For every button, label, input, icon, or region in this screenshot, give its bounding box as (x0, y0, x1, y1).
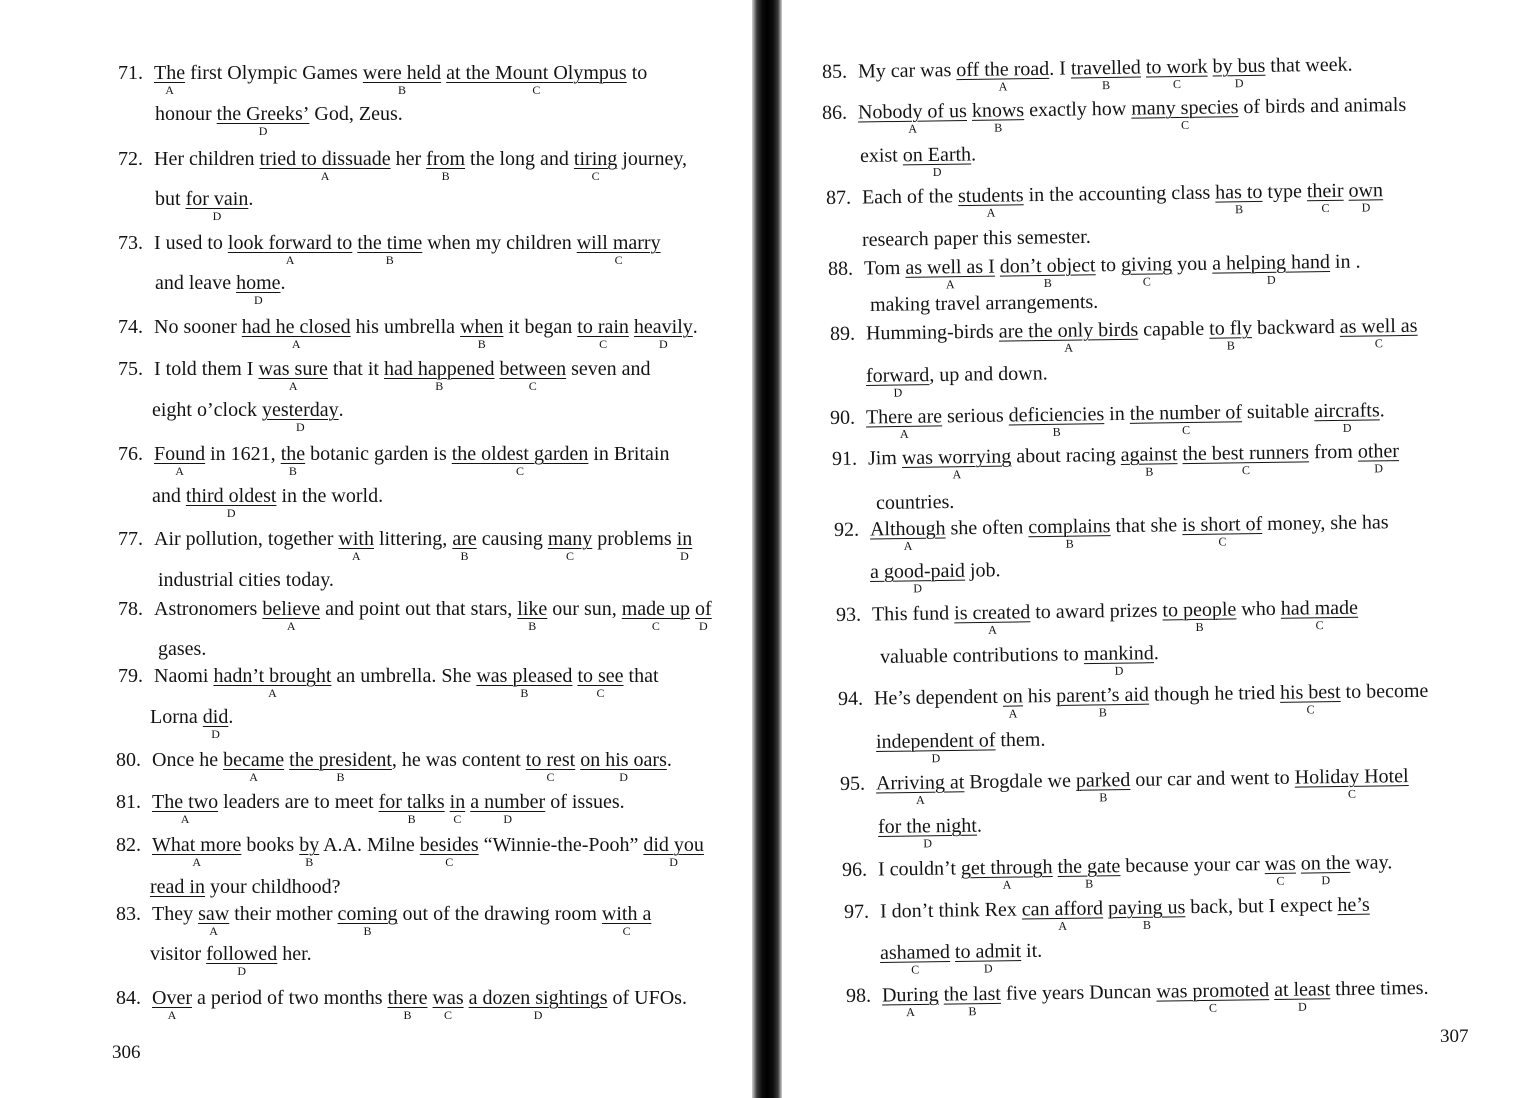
question-84: 84. Over A a period of two months there B was C a dozen sightings D of UFOs. (116, 987, 687, 1022)
question-94: 94. He’s dependent on A his parent’s aid B though he tried his best C to become (837, 679, 1429, 721)
question-72: 72. Her children tried to dissuade A her from B the long and tiring C journey, (118, 148, 688, 183)
page-number-left: 306 (112, 1042, 141, 1063)
question-81: 81. The two A leaders are to meet for talks B in C a number D of issues. (116, 791, 625, 826)
question-95: 95. Arriving at A Brogdale we parked B our car and went to Holiday Hotel C (839, 765, 1409, 807)
question-76: 76. Found A in 1621, the B botanic garden is the oldest garden C in Britain (118, 443, 670, 478)
question-89: 89. Humming-birds are the only birds A capable to fly B backward as well as C (829, 314, 1418, 355)
question-98: 98. During A the last B five years Duncan was promoted C at least D three times. (845, 976, 1429, 1020)
question-75: 75. I told them I was sure A that it had happened B between C seven and (118, 358, 651, 393)
question-91: 91. Jim was worrying A about racing against B the best runners C from other D (831, 440, 1400, 482)
question-85: 85. My car was off the road A . I travelled B to work C by bus D that week. (821, 53, 1353, 94)
book-spine (752, 0, 782, 1098)
question-97: 97. I don’t think Rex can afford A paying us B back, but I expect he’s (843, 893, 1370, 934)
question-74: 74. No sooner had he closed A his umbrella when B it began to rain C heavily D . (118, 316, 698, 351)
question-80: 80. Once he became A the president B , he was content to rest C on his oars D . (116, 749, 672, 784)
question-88: 88. Tom as well as I A don’t object B to giving C you a helping hand D in . (827, 250, 1361, 292)
question-87: 87. Each of the students A in the accounting class has to B type their C own D (825, 179, 1384, 220)
question-83: 83. They saw A their mother coming B out of the drawing room with a C (116, 903, 652, 938)
left-page: 71. The A first Olympic Games were held B at the Mount Olympus C to honour the Greeks’ D God, Zeus. 72. Her children tried to dissuade A her from B the long and tiring C journey, but for vain D . 73. I used to look forward to A the time B when my children will marry C and leave home D . 74. No sooner had he closed A his umbrella when B it began to rain C heavily D . 75. I told them I was sure A that it had happened B between C seven and eight o’clock yesterday D . 76. Found A in 1621, the B botanic garden is the oldest garden C in Britain and third oldest D in the world. 77. Air pollution, together with A littering, are B causing many C problems in D industrial cities today. 78. Astronomers believe A and point out that stars, like B our sun, made up C of D gases. 79. Naomi hadn’t brought A an umbrella. She was pleased B to see C that Lorna did D . 80. Once he became A the president B , he was content to rest C on his oars D . 81. The two A leaders are to meet for talks B in C a number D of issues. 82. What more A books by B A.A. Milne besides C “Winnie-the-Pooh” did you D read in your childhood? 83. They saw A their mother coming B out of the drawing room with a C visitor followed D her. 84. Over A a period of two months there B was C a dozen sightings D of UFOs. 306 (112, 62, 712, 1063)
question-93: 93. This fund is created A to award prizes to people B who had made C (835, 596, 1359, 637)
question-96: 96. I couldn’t get through A the gate B because your car was C on the D way. (841, 851, 1393, 892)
right-page: 85. My car was off the road A . I travelled B to work C by bus D that week. 86. Nobody of us A knows B exactly how many species C of birds and animals exist on Earth D . 87. Each of the students A in the accounting class has to B type their C own D research paper this semester. 88. Tom as well as I A don’t object B to giving C you a helping hand D in . making travel arrangements. 89. Humming-birds are the only birds A capable to fly B backward as well as C forward D , up and down. 90. There are A serious deficiencies B in the number of C suitable aircrafts D . 91. Jim was worrying A about racing against B the best runners C from other D countries. 92. Although A she often complains B that she is short of C money, she has a good-paid D job. 93. This fund is created A to award prizes to people B who had made C valuable contributions to mankind D . 94. He’s dependent on A his parent’s aid B though he tried his best C to become independent of D them. 95. Arriving at A Brogdale we parked B our car and went to Holiday Hotel C for the night D . 96. I couldn’t get through A the gate B because your car was C on the D way. 97. I don’t think Rex can afford A paying us B back, but I expect he’s ashamed C to admit D it. 98. During A the last B five years Duncan was promoted C at least D three times. 307 (821, 53, 1469, 1047)
question-92: 92. Although A she often complains B that she is short of C money, she has (833, 511, 1389, 554)
question-71: 71. The A first Olympic Games were held B at the Mount Olympus C to (118, 62, 648, 97)
question-82: 82. What more A books by B A.A. Milne besides C “Winnie-the-Pooh” did you D (116, 834, 704, 869)
question-73: 73. I used to look forward to A the time B when my children will marry C (118, 232, 661, 267)
question-90: 90. There are A serious deficiencies B in the number of C suitable aircrafts D . (829, 399, 1385, 442)
question-86: 86. Nobody of us A knows B exactly how many species C of birds and animals (821, 93, 1407, 136)
page-number-right: 307 (1440, 1026, 1469, 1047)
question-78: 78. Astronomers believe A and point out that stars, like B our sun, made up C of D (118, 598, 712, 633)
question-77: 77. Air pollution, together with A littering, are B causing many C problems in D (118, 528, 693, 563)
question-79: 79. Naomi hadn’t brought A an umbrella. She was pleased B to see C that (118, 665, 659, 700)
